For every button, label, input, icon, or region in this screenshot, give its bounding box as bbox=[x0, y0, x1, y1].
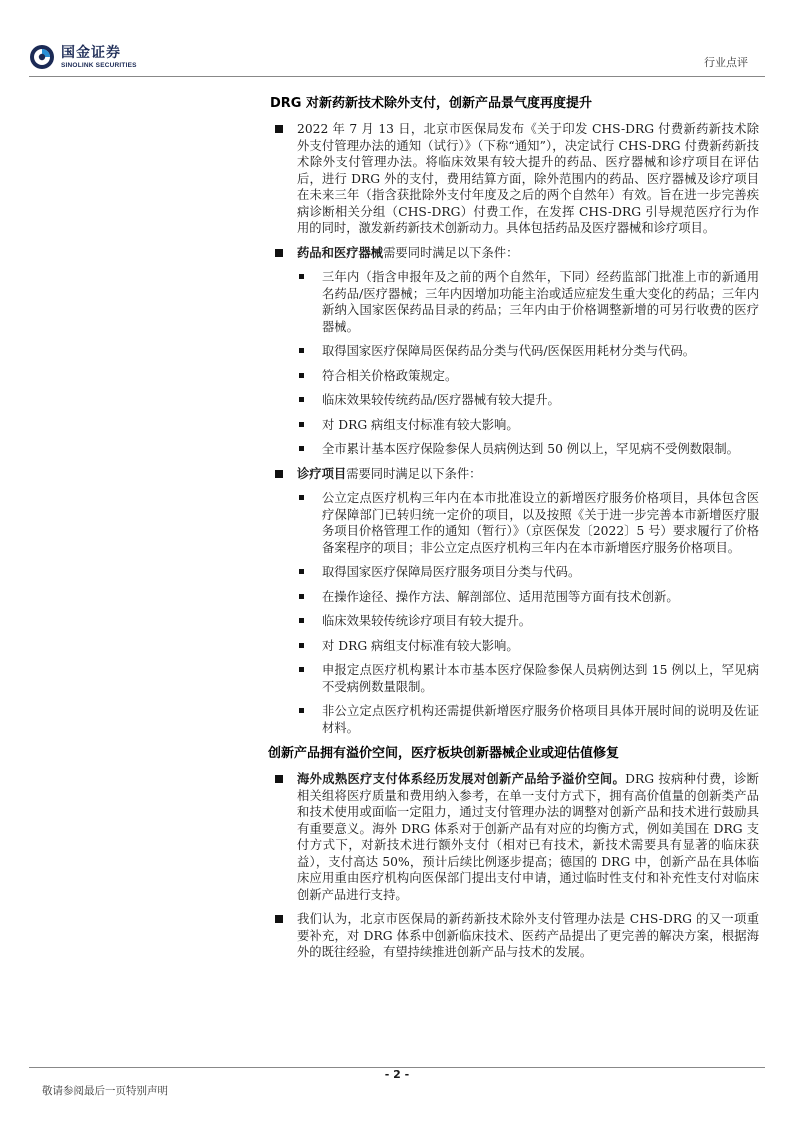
small-square-bullet-icon bbox=[299, 569, 304, 574]
drug-heading-bold: 药品和医疗器械 bbox=[297, 245, 384, 260]
sub-bullet bbox=[272, 638, 759, 655]
section-title-drg: DRG 对新药新技术除外支付，创新产品景气度再度提升 bbox=[270, 96, 592, 111]
sub-bullet bbox=[272, 269, 759, 335]
small-square-bullet-icon bbox=[299, 495, 304, 500]
sub-bullet bbox=[272, 417, 759, 434]
paragraph-text: 2022 年 7 月 13 日，北京市医保局发布《关于印发 CHS-DRG 付费新药新技术除外支付管理办法的通知（试行）》（下称“通知”），决定试行 CHS-DRG 付费新药新技术除外支付管理办法。将临床效果有较大提升的药品、医疗器械和诊疗项目在评估后，进行 DRG 外的支付，费用结算方面，除外范围内的药品、医疗器械及诊疗项目在未来三年（指含获批除外支付年度及之后的两个自然年）有效。旨在进一步完善疾病诊断相关分组（CHS-DRG）付费工作，在发挥 CHS-DRG 引导规范医疗行为作用的同时，激发新药新技术创新动力。具体包括药品及医疗器械和诊疗项目。 bbox=[297, 122, 759, 235]
small-square-bullet-icon bbox=[299, 708, 304, 713]
sub-bullet bbox=[272, 392, 759, 409]
small-square-bullet-icon bbox=[299, 397, 304, 402]
sub-bullet-text: 临床效果较传统药品/医疗器械有较大提升。 bbox=[322, 393, 560, 407]
sub-bullet-text: 取得国家医疗保障局医疗服务项目分类与代码。 bbox=[322, 565, 581, 579]
page-header bbox=[0, 0, 794, 80]
small-square-bullet-icon bbox=[299, 594, 304, 599]
paragraph-text: DRG 按病种付费，诊断相关组将医疗质量和费用纳入参考，在单一支付方式下，拥有高价值量的创新类产品和技术使用或面临一定阻力，通过支付管理办法的调整对创新产品和技术进行鼓励具有重要意义。海外 DRG 体系对于创新产品有对应的均衡方式，例如美国在 DRG 支付方式下，对新技术进行额外支付（相对已有技术，新技术需要具有显著的临床获益），支付高达 50%，预计后续比例逐步提高；德国的 DRG 中，创新产品在具体临床应用重由医疗机构向医保部门提出支付申请，通过临时性支付和补充性支付对临床创新产品进行支持。 bbox=[297, 772, 759, 902]
sub-bullet-text: 取得国家医疗保障局医保药品分类与代码/医保医用耗材分类与代码。 bbox=[322, 344, 696, 358]
sub-bullet-text: 临床效果较传统诊疗项目有较大提升。 bbox=[322, 614, 532, 628]
sub-bullet-text: 全市累计基本医疗保险参保人员病例达到 50 例以上，罕见病不受例数限制。 bbox=[322, 442, 739, 456]
header-divider bbox=[29, 76, 765, 77]
diagnosis-heading-bold: 诊疗项目 bbox=[297, 466, 347, 481]
sub-bullet bbox=[272, 662, 759, 695]
logo-chinese-name: 国金证券 bbox=[61, 44, 121, 61]
small-square-bullet-icon bbox=[299, 667, 304, 672]
sub-bullet bbox=[272, 441, 759, 458]
bullet-diagnosis-heading bbox=[272, 466, 759, 483]
small-square-bullet-icon bbox=[299, 373, 304, 378]
sub-bullet-text: 对 DRG 病组支付标准有较大影响。 bbox=[322, 638, 519, 653]
section-title-innovation: 创新产品拥有溢价空间，医疗板块创新器械企业或迎估值修复 bbox=[268, 746, 620, 761]
bullet-paragraph bbox=[272, 121, 759, 237]
drug-heading-tail: 需要同时满足以下条件： bbox=[383, 245, 519, 260]
sub-bullet-text: 非公立定点医疗机构还需提供新增医疗服务价格项目具体开展时间的说明及佐证材料。 bbox=[322, 704, 759, 735]
sub-bullet-text: 符合相关价格政策规定。 bbox=[322, 368, 458, 383]
disclaimer-note: 敬请参阅最后一页特别声明 bbox=[42, 1085, 168, 1097]
sub-bullet-text: 三年内（指含申报年及之前的两个自然年，下同）经药监部门批准上市的新通用名药品/医疗器械；三年内因增加功能主治或适应症发生重大变化的药品；三年内新纳入国家医保药品目录的药品；三年内由于价格调整新增的可另行收费的医疗器械。 bbox=[322, 270, 759, 334]
sub-bullet bbox=[272, 589, 759, 606]
sub-bullet-text: 公立定点医疗机构三年内在本市批准设立的新增医疗服务价格项目，具体包含医疗保障部门已转归统一定价的项目，以及按照《关于进一步完善本市新增医疗服务项目价格管理工作的通知（暂行）》（京医保发〔2022〕5 号）要求履行了价格备案程序的项目；非公立定点医疗机构三年内在本市新增医疗服务价格项目。 bbox=[322, 491, 759, 555]
sub-bullet-text: 申报定点医疗机构累计本市基本医疗保险参保人员病例达到 15 例以上，罕见病不受病例数量限制。 bbox=[322, 663, 759, 694]
sub-bullet bbox=[272, 368, 759, 385]
bullet-drug-heading bbox=[272, 245, 759, 262]
small-square-bullet-icon bbox=[299, 446, 304, 451]
report-body bbox=[268, 96, 759, 969]
company-logo bbox=[29, 44, 137, 70]
small-square-bullet-icon bbox=[299, 422, 304, 427]
page-number: - 2 - bbox=[384, 1068, 410, 1081]
small-square-bullet-icon bbox=[299, 618, 304, 623]
diagnosis-heading-tail: 需要同时满足以下条件： bbox=[346, 466, 482, 481]
square-bullet-icon bbox=[275, 915, 283, 923]
sub-bullet bbox=[272, 703, 759, 736]
sub-bullet-text: 对 DRG 病组支付标准有较大影响。 bbox=[322, 417, 519, 432]
small-square-bullet-icon bbox=[299, 348, 304, 353]
square-bullet-icon bbox=[275, 470, 283, 478]
paragraph-text: 我们认为，北京市医保局的新药新技术除外支付管理办法是 CHS-DRG 的又一项重要补充，对 DRG 体系中创新临床技术、医药产品提出了更完善的解决方案，根据海外的既往经验，有望持续推进创新产品与技术的发展。 bbox=[297, 912, 759, 959]
paragraph-lead-bold: 海外成熟医疗支付体系经历发展对创新产品给予溢价空间。 bbox=[297, 772, 626, 786]
logo-english-name: SINOLINK SECURITIES bbox=[61, 61, 137, 69]
square-bullet-icon bbox=[275, 125, 283, 133]
sub-bullet bbox=[272, 564, 759, 581]
small-square-bullet-icon bbox=[299, 274, 304, 279]
bullet-paragraph bbox=[272, 771, 759, 903]
bullet-paragraph bbox=[272, 911, 759, 961]
square-bullet-icon bbox=[275, 775, 283, 783]
small-square-bullet-icon bbox=[299, 643, 304, 648]
square-bullet-icon bbox=[275, 249, 283, 257]
report-type-tag: 行业点评 bbox=[704, 56, 748, 69]
sub-bullet bbox=[272, 613, 759, 630]
sub-bullet bbox=[272, 343, 759, 360]
sub-bullet bbox=[272, 490, 759, 556]
sinolink-logo-icon bbox=[29, 44, 55, 70]
sub-bullet-text: 在操作途径、操作方法、解剖部位、适用范围等方面有技术创新。 bbox=[322, 589, 679, 604]
